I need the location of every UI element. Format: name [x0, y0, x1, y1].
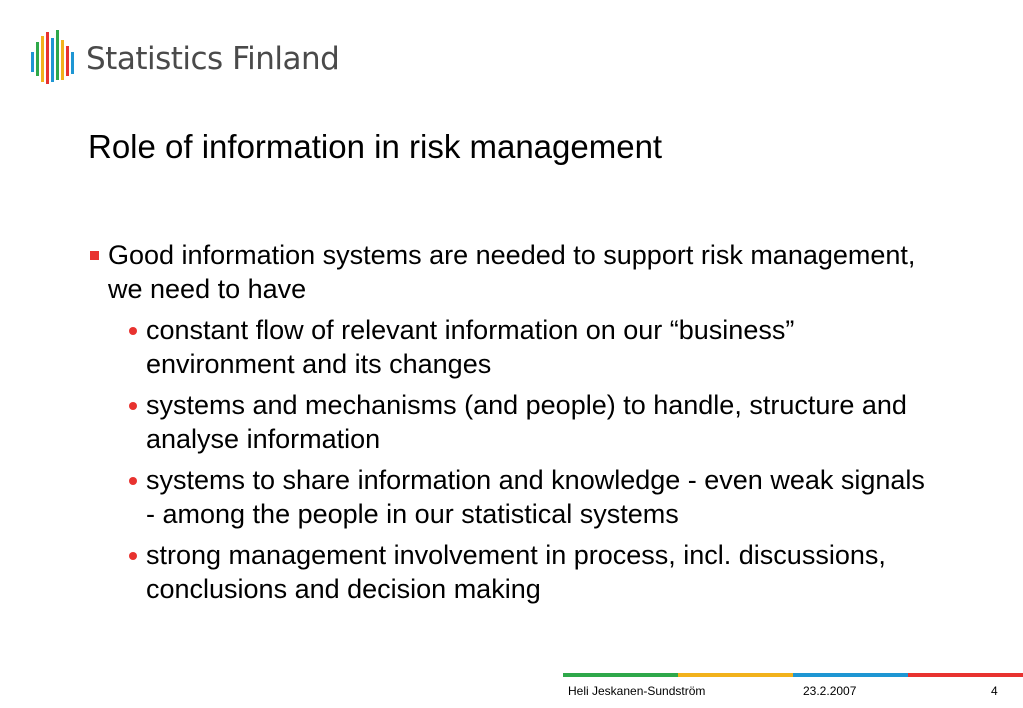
sub-bullet-item: [90, 313, 940, 381]
slide-title: Role of information in risk management: [88, 128, 663, 165]
round-bullet-icon: [129, 402, 137, 410]
slide-content: [90, 238, 940, 606]
bullet-text: Good information systems are needed to support risk management, we need to have: [108, 240, 916, 304]
footer-author: Heli Jeskanen-Sundström: [568, 684, 706, 698]
footer-date: 23.2.2007: [803, 684, 857, 698]
sub-bullet-text: systems and mechanisms (and people) to handle, structure and analyse information: [146, 390, 907, 454]
sub-bullet-item: [90, 538, 940, 606]
sub-bullet-text: strong management involvement in process, incl. discussions, conclusions and decision making: [146, 540, 886, 604]
sub-bullet-text: constant flow of relevant information on our “business” environment and its changes: [146, 315, 795, 379]
bullet-item: [90, 238, 940, 306]
stripe-green: [563, 673, 678, 677]
sub-bullet-item: [90, 463, 940, 531]
round-bullet-icon: [129, 552, 137, 560]
round-bullet-icon: [129, 327, 137, 335]
logo-text: Statistics Finland: [86, 41, 340, 77]
stripe-yellow: [678, 673, 793, 677]
footer-color-stripe: [563, 673, 1023, 677]
statistics-finland-logo-icon: [30, 28, 78, 88]
logo: [30, 28, 340, 88]
stripe-blue: [793, 673, 908, 677]
stripe-red: [908, 673, 1023, 677]
footer-page-number: 4: [991, 684, 998, 698]
round-bullet-icon: [129, 477, 137, 485]
sub-bullet-item: [90, 388, 940, 456]
square-bullet-icon: [90, 251, 99, 260]
sub-bullet-text: systems to share information and knowledge - even weak signals - among the people in our statistical systems: [146, 465, 925, 529]
